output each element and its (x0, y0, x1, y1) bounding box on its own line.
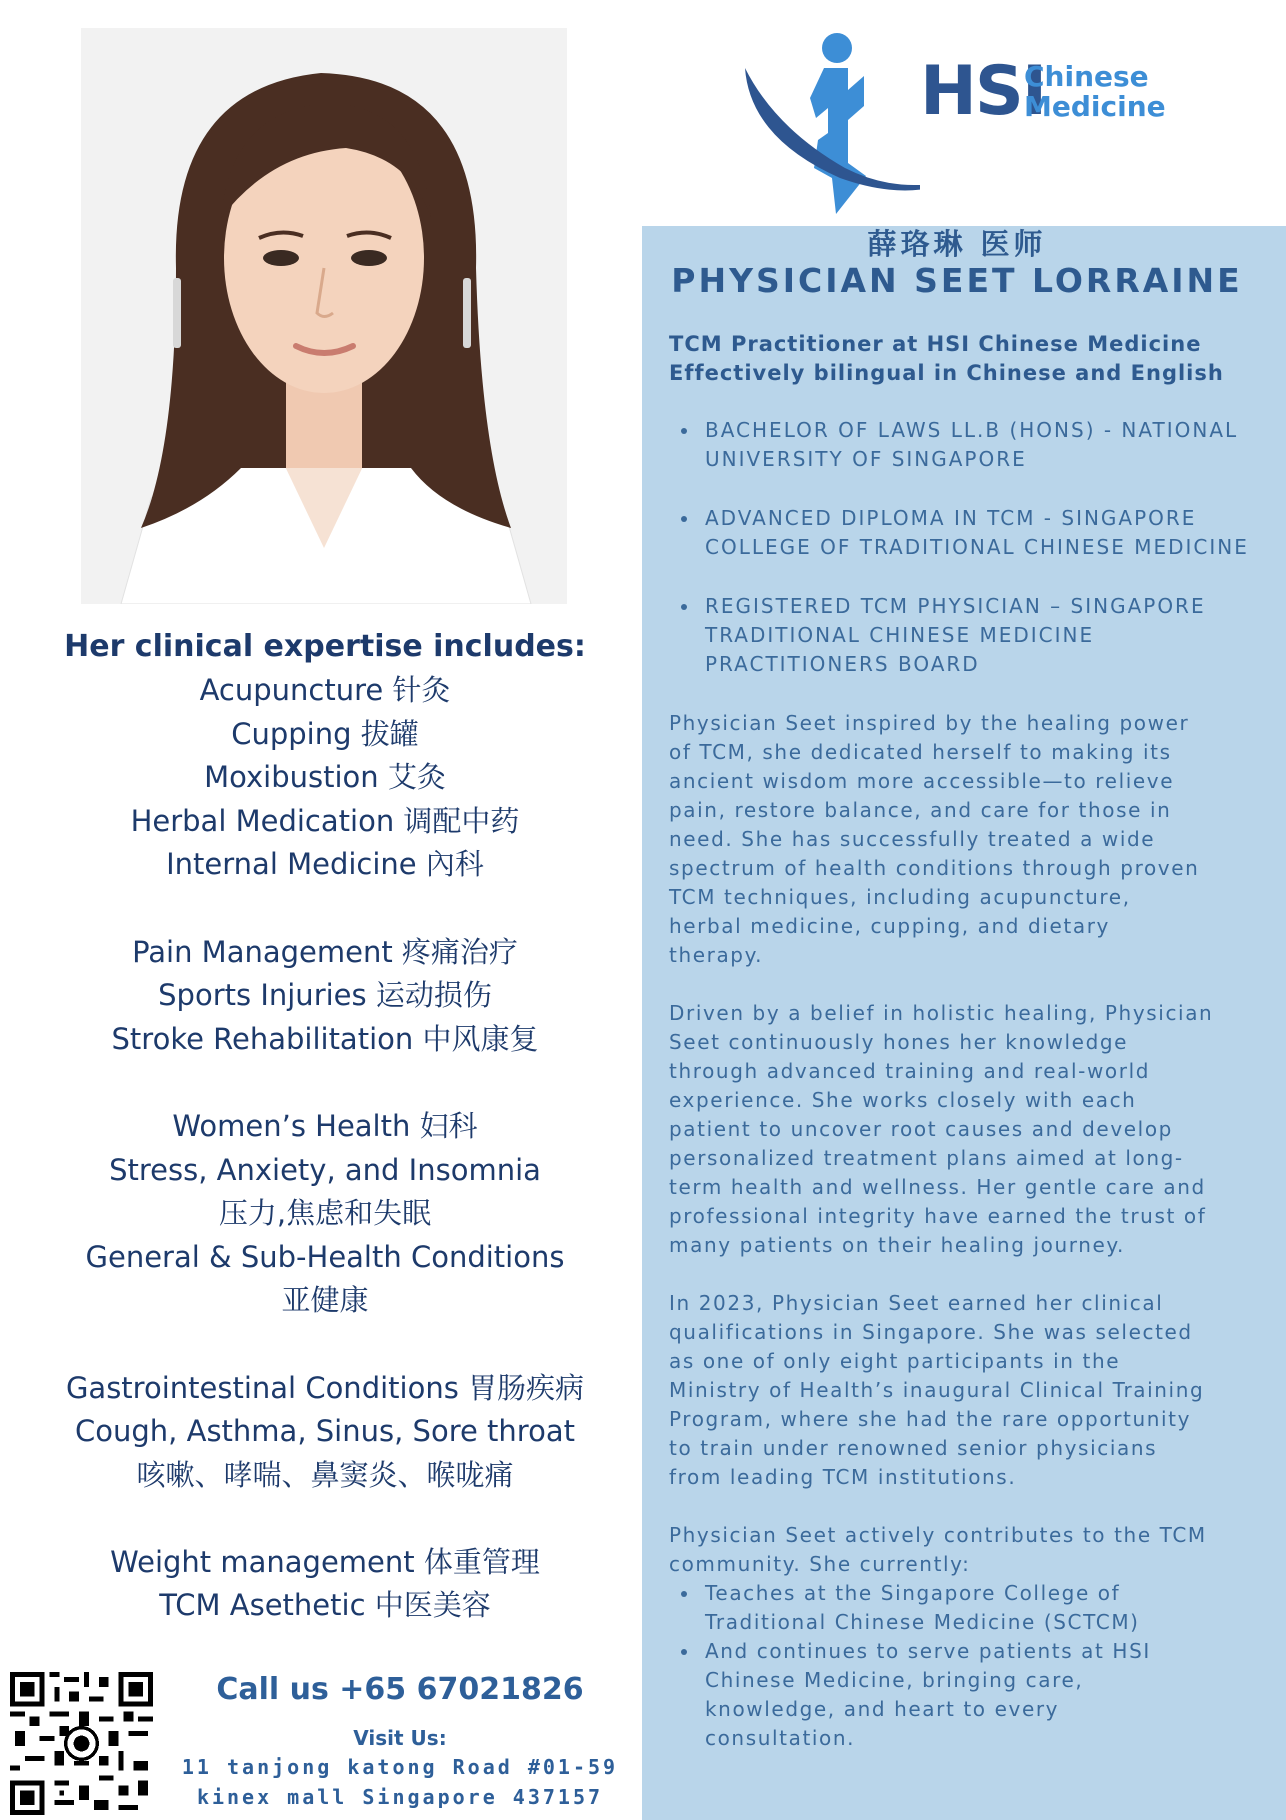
logo-brand: HSI (920, 52, 1046, 131)
visit-us-label: Visit Us: (353, 1726, 447, 1750)
expertise-spacer (20, 1323, 630, 1367)
credentials-list (669, 416, 1279, 679)
credential-item: BACHELOR OF LAWS LL.B (HONS) - NATIONAL UNIVERSITY OF SINGAPORE (669, 416, 1279, 474)
logo-subtitle-line2: Medicine (1024, 90, 1166, 123)
expertise-list (20, 669, 630, 1628)
profile-body (669, 330, 1279, 1753)
bio-paragraph: In 2023, Physician Seet earned her clinical qualifications in Singapore. She was selected as one of only eight participants in the Ministry of Health’s inaugural Clinical Training Program, where she had the rare opportunity to train under renowned senior physicians from leading TCM institutions. (669, 1291, 1205, 1489)
expertise-item: Cupping 拔罐 (231, 716, 419, 751)
expertise-title: Her clinical expertise includes: (64, 629, 586, 664)
contact-block (170, 1668, 630, 1812)
expertise-item: Herbal Medication 调配中药 (130, 803, 520, 838)
bio-paragraph: Driven by a belief in holistic healing, Physician Seet continuously hones her knowledge through advanced training and real-world experience. She works closely with each patient to uncover root causes and develop personalized treatment plans aimed at long- term health and wellness. Her gentle care and professional integrity have earned the trust of many patients on their healing journey. (669, 1001, 1214, 1257)
contribution-item: Teaches at the Singapore College of Traditional Chinese Medicine (SCTCM) (669, 1579, 1279, 1637)
expertise-item: Gastrointestinal Conditions 胃肠疾病 (65, 1370, 585, 1405)
expertise-item: General & Sub-Health Conditions (85, 1239, 565, 1274)
physician-portrait (81, 28, 567, 604)
hsi-figure-icon (740, 28, 920, 218)
expertise-item: Sports Injuries 运动损伤 (158, 978, 492, 1013)
expertise-item: Moxibustion 艾灸 (204, 760, 446, 795)
credential-item: ADVANCED DIPLOMA IN TCM - SINGAPORE COLLEGE OF TRADITIONAL CHINESE MEDICINE (669, 504, 1279, 562)
physician-name-header (642, 226, 1272, 301)
expertise-spacer (20, 887, 630, 931)
expertise-item: 压力,焦虑和失眠 (218, 1196, 432, 1231)
address-line-2: kinex mall Singapore 437157 (196, 1785, 604, 1809)
call-us-phone[interactable]: Call us +65 67021826 (216, 1672, 584, 1707)
expertise-item: Cough, Asthma, Sinus, Sore throat (75, 1414, 575, 1449)
contribution-item: And continues to serve patients at HSI Chinese Medicine, bringing care, knowledge, and heart to every consultation. (669, 1637, 1279, 1753)
address-line-1: 11 tanjong katong Road #01-59 (181, 1755, 619, 1779)
bio-paragraph: Physician Seet actively contributes to the TCM community. She currently: (669, 1523, 1207, 1576)
clinical-expertise (20, 625, 630, 1628)
credential-item: REGISTERED TCM PHYSICIAN – SINGAPORE TRADITIONAL CHINESE MEDICINE PRACTITIONERS BOARD (669, 592, 1279, 679)
hsi-logo (740, 28, 1166, 218)
expertise-item: Acupuncture 针灸 (199, 673, 451, 707)
expertise-spacer (20, 1061, 630, 1105)
expertise-item: Stroke Rehabilitation 中风康复 (111, 1021, 539, 1056)
qr-code[interactable] (10, 1672, 153, 1815)
logo-subtitle-line1: Chinese (1024, 60, 1149, 93)
physician-name-english: PHYSICIAN SEET LORRAINE (671, 261, 1243, 300)
expertise-item: 亚健康 (281, 1283, 369, 1318)
bio-paragraph: Physician Seet inspired by the healing power of TCM, she dedicated herself to making its ancient wisdom more accessible—to relieve pain, restore balance, and care for those in need. She has successfully treated a wide spectrum of health conditions through proven TCM techniques, including acupuncture, herbal medicine, cupping, and dietary therapy. (669, 711, 1200, 967)
intro-role: TCM Practitioner at HSI Chinese Medicine (669, 332, 1202, 356)
expertise-spacer (20, 1497, 630, 1541)
physician-name-chinese: 薛珞琳 医师 (867, 227, 1047, 261)
expertise-item: 咳嗽、哮喘、鼻窦炎、喉咙痛 (136, 1457, 514, 1492)
expertise-item: Women’s Health 妇科 (172, 1108, 478, 1143)
logo-subtitle (1024, 62, 1166, 122)
expertise-item: Internal Medicine 內科 (166, 847, 484, 882)
expertise-item: Stress, Anxiety, and Insomnia (109, 1152, 541, 1187)
profile-panel (642, 226, 1286, 1820)
expertise-item: Weight management 体重管理 (110, 1544, 540, 1579)
expertise-item: TCM Asethetic 中医美容 (159, 1588, 491, 1623)
contributions-list (669, 1579, 1279, 1753)
intro-language: Effectively bilingual in Chinese and English (669, 361, 1224, 385)
expertise-item: Pain Management 疼痛治疗 (132, 934, 518, 969)
